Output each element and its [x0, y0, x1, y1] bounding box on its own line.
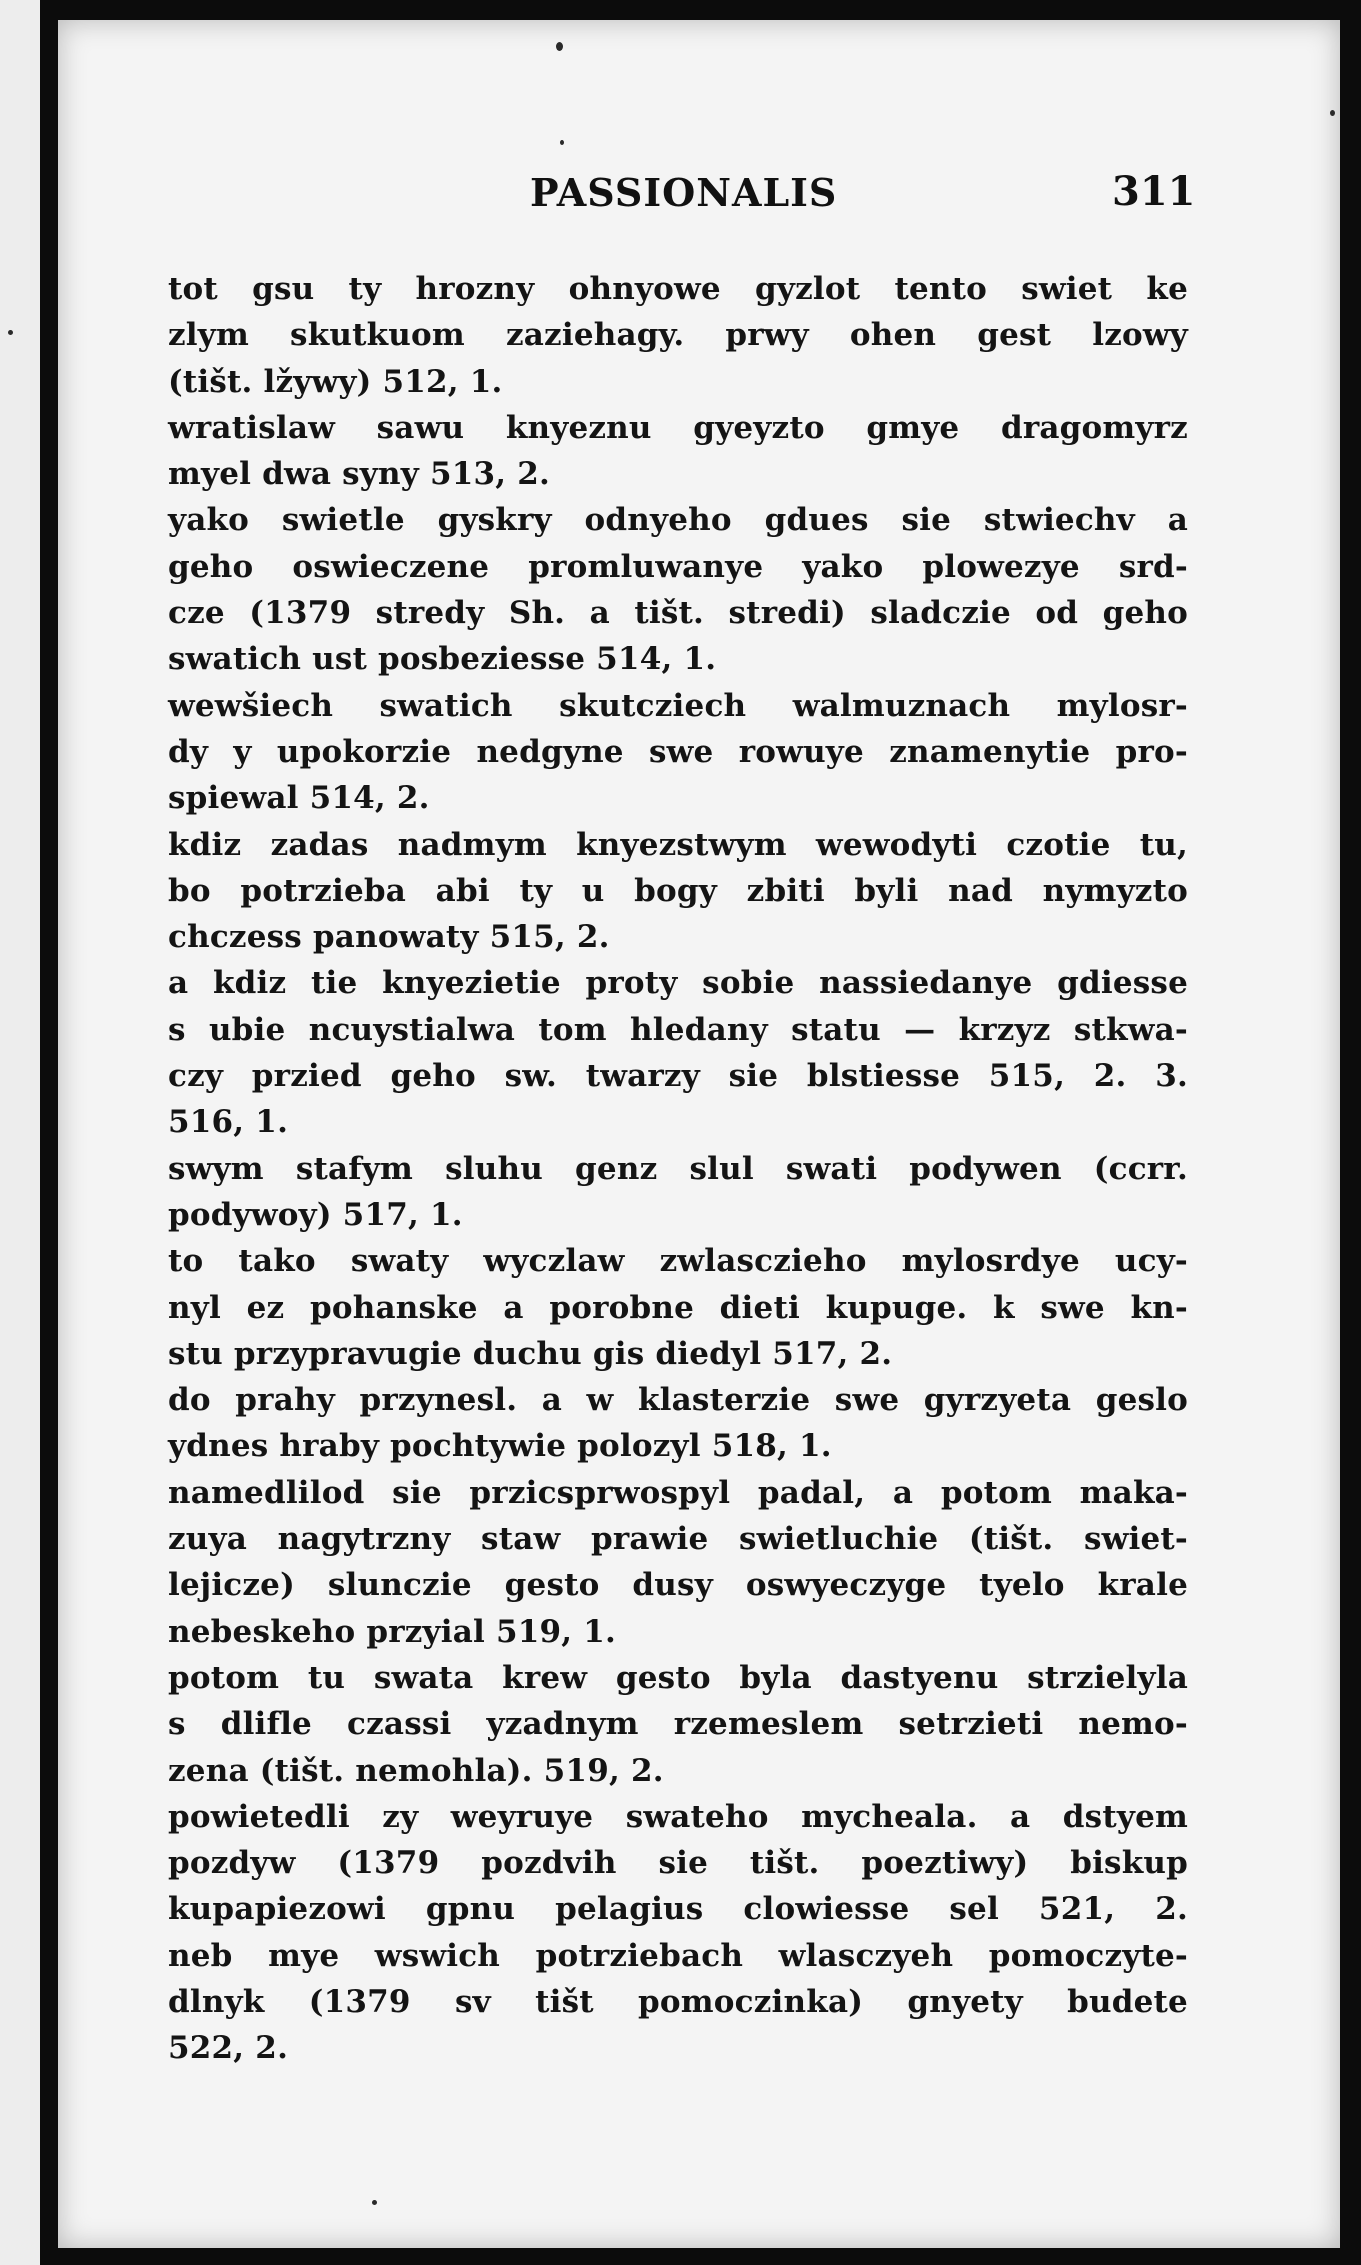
text-line: do prahy przynesl. a w klasterzie swe gyrzyeta geslo: [168, 1382, 1188, 1419]
text-line: myel dwa syny 513, 2.: [168, 456, 551, 493]
text-line: podywoy) 517, 1.: [168, 1196, 463, 1233]
text-line: a kdiz tie knyezietie proty sobie nassiedanye gdiesse: [168, 965, 1188, 1002]
scan-speck: [372, 2200, 377, 2205]
body-text: [168, 266, 1188, 2072]
text-line: s dlifle czassi yzadnym rzemeslem setrzieti nemo-: [168, 1706, 1188, 1743]
text-line: wewšiech swatich skutcziech walmuznach mylosr-: [168, 687, 1188, 724]
text-line: 522, 2.: [168, 2030, 289, 2067]
text-line: pozdyw (1379 pozdvih sie tišt. poeztiwy) biskup: [168, 1845, 1188, 1882]
text-line: nyl ez pohanske a porobne dieti kupuge. k swe kn-: [168, 1289, 1188, 1326]
text-line: yako swietle gyskry odnyeho gdues sie stwiechv a: [168, 502, 1188, 539]
text-line: dy y upokorzie nedgyne swe rowuye znamenytie pro-: [168, 733, 1188, 770]
page-number: 311: [1112, 168, 1196, 215]
text-line: dlnyk (1379 sv tišt pomoczinka) gnyety budete: [168, 1983, 1188, 2020]
running-title: PASSIONALIS: [530, 170, 838, 215]
adjacent-page-edge: [0, 0, 40, 2265]
text-line: kupapiezowi gpnu pelagius clowiesse sel 521, 2.: [168, 1891, 1188, 1928]
text-line: zena (tišt. nemohla). 519, 2.: [168, 1752, 664, 1789]
text-line: czy przied geho sw. twarzy sie blstiesse 515, 2. 3.: [168, 1058, 1188, 1095]
text-line: neb mye wswich potrziebach wlasczyeh pomoczyte-: [168, 1937, 1188, 1974]
text-line: nebeskeho przyial 519, 1.: [168, 1613, 617, 1650]
text-line: to tako swaty wyczlaw zwlasczieho mylosrdye ucy-: [168, 1243, 1188, 1280]
scan-speck: [1330, 110, 1335, 116]
text-line: (tišt. lžywy) 512, 1.: [168, 363, 503, 400]
text-line: tot gsu ty hrozny ohnyowe gyzlot tento swiet ke: [168, 271, 1188, 307]
text-line: geho oswieczene promluwanye yako plowezye srd-: [168, 548, 1188, 585]
text-line: zuya nagytrzny staw prawie swietluchie (tišt. swiet-: [168, 1521, 1188, 1558]
text-line: s ubie ncuystialwa tom hledany statu — krzyz stkwa-: [168, 1011, 1188, 1048]
scan-speck: [8, 330, 13, 335]
text-line: powietedli zy weyruye swateho mycheala. a dstyem: [168, 1798, 1188, 1835]
text-line: ydnes hraby pochtywie polozyl 518, 1.: [168, 1428, 832, 1465]
text-line: wratislaw sawu knyeznu gyeyzto gmye dragomyrz: [168, 409, 1188, 446]
text-line: zlym skutkuom zaziehagy. prwy ohen gest lzowy: [168, 317, 1188, 354]
text-line: spiewal 514, 2.: [168, 780, 430, 817]
text-line: kdiz zadas nadmym knyezstwym wewodyti czotie tu,: [168, 826, 1188, 863]
text-line: potom tu swata krew gesto byla dastyenu strzielyla: [168, 1659, 1188, 1696]
text-line: namedlilod sie przicsprwospyl padal, a potom maka-: [168, 1474, 1188, 1511]
text-line: chczess panowaty 515, 2.: [168, 919, 610, 956]
scan-speck: [556, 42, 563, 51]
scan-speck: [560, 140, 564, 145]
text-line: bo potrzieba abi ty u bogy zbiti byli nad nymyzto: [168, 872, 1188, 909]
text-line: stu przypravugie duchu gis diedyl 517, 2.: [168, 1335, 893, 1372]
text-line: swatich ust posbeziesse 514, 1.: [168, 641, 717, 678]
text-line: swym stafym sluhu genz slul swati podywen (ccrr.: [168, 1150, 1188, 1187]
text-line: cze (1379 stredy Sh. a tišt. stredi) sladczie od geho: [168, 595, 1188, 632]
text-line: lejicze) slunczie gesto dusy oswyeczyge tyelo krale: [168, 1567, 1188, 1604]
text-line: 516, 1.: [168, 1104, 289, 1141]
